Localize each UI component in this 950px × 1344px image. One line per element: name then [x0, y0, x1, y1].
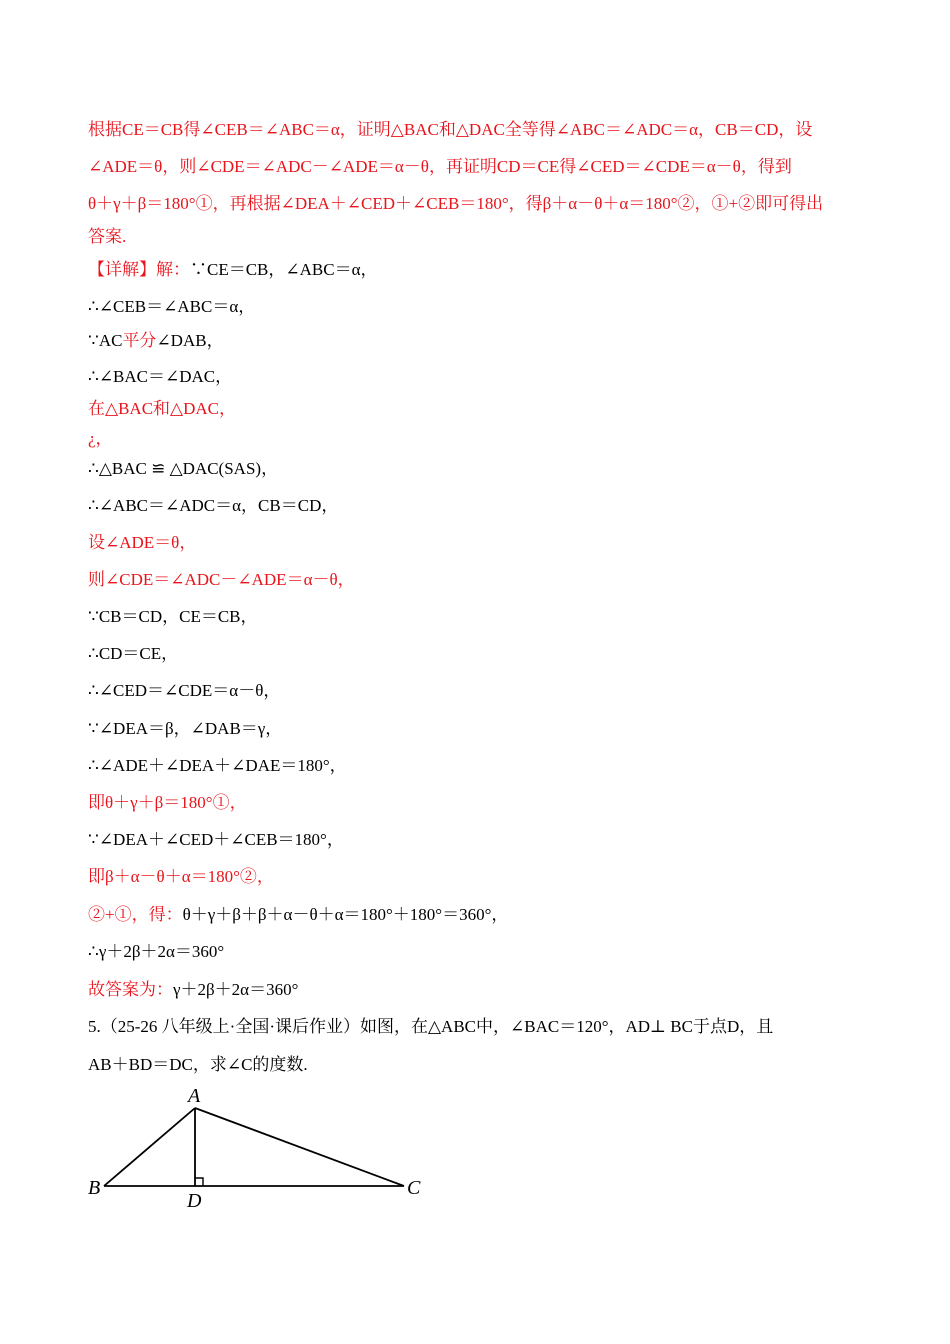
solution-line-8: ∴∠ABC＝∠ADC＝α，CB＝CD， — [88, 496, 339, 515]
label-b: B — [88, 1177, 101, 1199]
analysis-line-3: θ＋γ＋β＝180°①，再根据∠DEA＋∠CED＋∠CEB＝180°，得β＋α－θ＋α＝180°②，①+②即可得出 — [88, 194, 824, 213]
solution-line-3 — [88, 330, 890, 352]
solution-line-3-pre: ∵AC — [88, 331, 123, 350]
label-a: A — [188, 1085, 201, 1107]
solution-line-1 — [88, 259, 890, 281]
label-d: D — [187, 1190, 202, 1212]
solution-line-19-pre: ②+①，得： — [88, 905, 183, 924]
solution-line-6: ¿， — [88, 429, 113, 448]
solution-line-3-mid: 平分 — [122, 331, 157, 350]
final-answer: γ＋2β＋2α＝360° — [173, 980, 299, 999]
solution-line-17: ∵∠DEA＋∠CED＋∠CEB＝180°， — [88, 830, 344, 849]
solution-line-19 — [88, 904, 890, 926]
triangle-diagram — [80, 1080, 440, 1215]
problem5-line-1: 5.（25-26 八年级上·全国·课后作业）如图，在△ABC中，∠BAC＝120°，AD⊥ BC于点D，且 — [88, 1017, 774, 1036]
segment-ac — [195, 1108, 404, 1186]
analysis-line-2: ∠ADE＝θ，则∠CDE＝∠ADC－∠ADE＝α－θ，再证明CD＝CE得∠CED＝∠CDE＝α－θ，得到 — [88, 157, 792, 176]
solution-line-9: 设∠ADE＝θ， — [88, 533, 197, 552]
problem5-line-2: AB＋BD＝DC，求∠C的度数. — [88, 1055, 308, 1074]
solution-line-1-body: ∵CE＝CB，∠ABC＝α， — [190, 260, 378, 279]
solution-line-14: ∵∠DEA＝β，∠DAB＝γ， — [88, 719, 283, 738]
solution-line-15: ∴∠ADE＋∠DEA＋∠DAE＝180°， — [88, 756, 347, 775]
solution-line-2: ∴∠CEB＝∠ABC＝α， — [88, 297, 256, 316]
solution-line-21 — [88, 979, 890, 1001]
solution-line-11: ∵CB＝CD，CE＝CB， — [88, 607, 258, 626]
solution-line-20: ∴γ＋2β＋2α＝360° — [88, 942, 225, 961]
right-angle-mark — [195, 1178, 203, 1186]
solution-line-10: 则∠CDE＝∠ADC－∠ADE＝α－θ， — [88, 570, 355, 589]
solution-line-16: 即θ＋γ＋β＝180°①， — [88, 793, 247, 812]
label-c: C — [407, 1177, 421, 1199]
analysis-line-4: 答案. — [88, 227, 127, 246]
solution-line-5: 在△BAC和△DAC， — [88, 399, 236, 418]
analysis-line-1: 根据CE＝CB得∠CEB＝∠ABC＝α，证明△BAC和△DAC全等得∠ABC＝∠ADC＝α，CB＝CD，设 — [88, 120, 813, 139]
solution-line-18: 即β＋α－θ＋α＝180°②， — [88, 867, 274, 886]
solution-line-7: ∴△BAC ≌ △DAC(SAS)， — [88, 459, 279, 478]
detail-tag: 【详解】解： — [88, 260, 190, 279]
segment-ab — [104, 1108, 195, 1186]
solution-line-3-post: ∠DAB， — [156, 331, 224, 350]
answer-tag: 故答案为： — [88, 980, 173, 999]
triangle-figure — [80, 1080, 440, 1215]
solution-line-4: ∴∠BAC＝∠DAC， — [88, 367, 233, 386]
solution-line-12: ∴CD＝CE， — [88, 644, 179, 663]
solution-line-13: ∴∠CED＝∠CDE＝α－θ， — [88, 681, 281, 700]
solution-line-19-body: θ＋γ＋β＋β＋α－θ＋α＝180°＋180°＝360°， — [182, 905, 509, 924]
